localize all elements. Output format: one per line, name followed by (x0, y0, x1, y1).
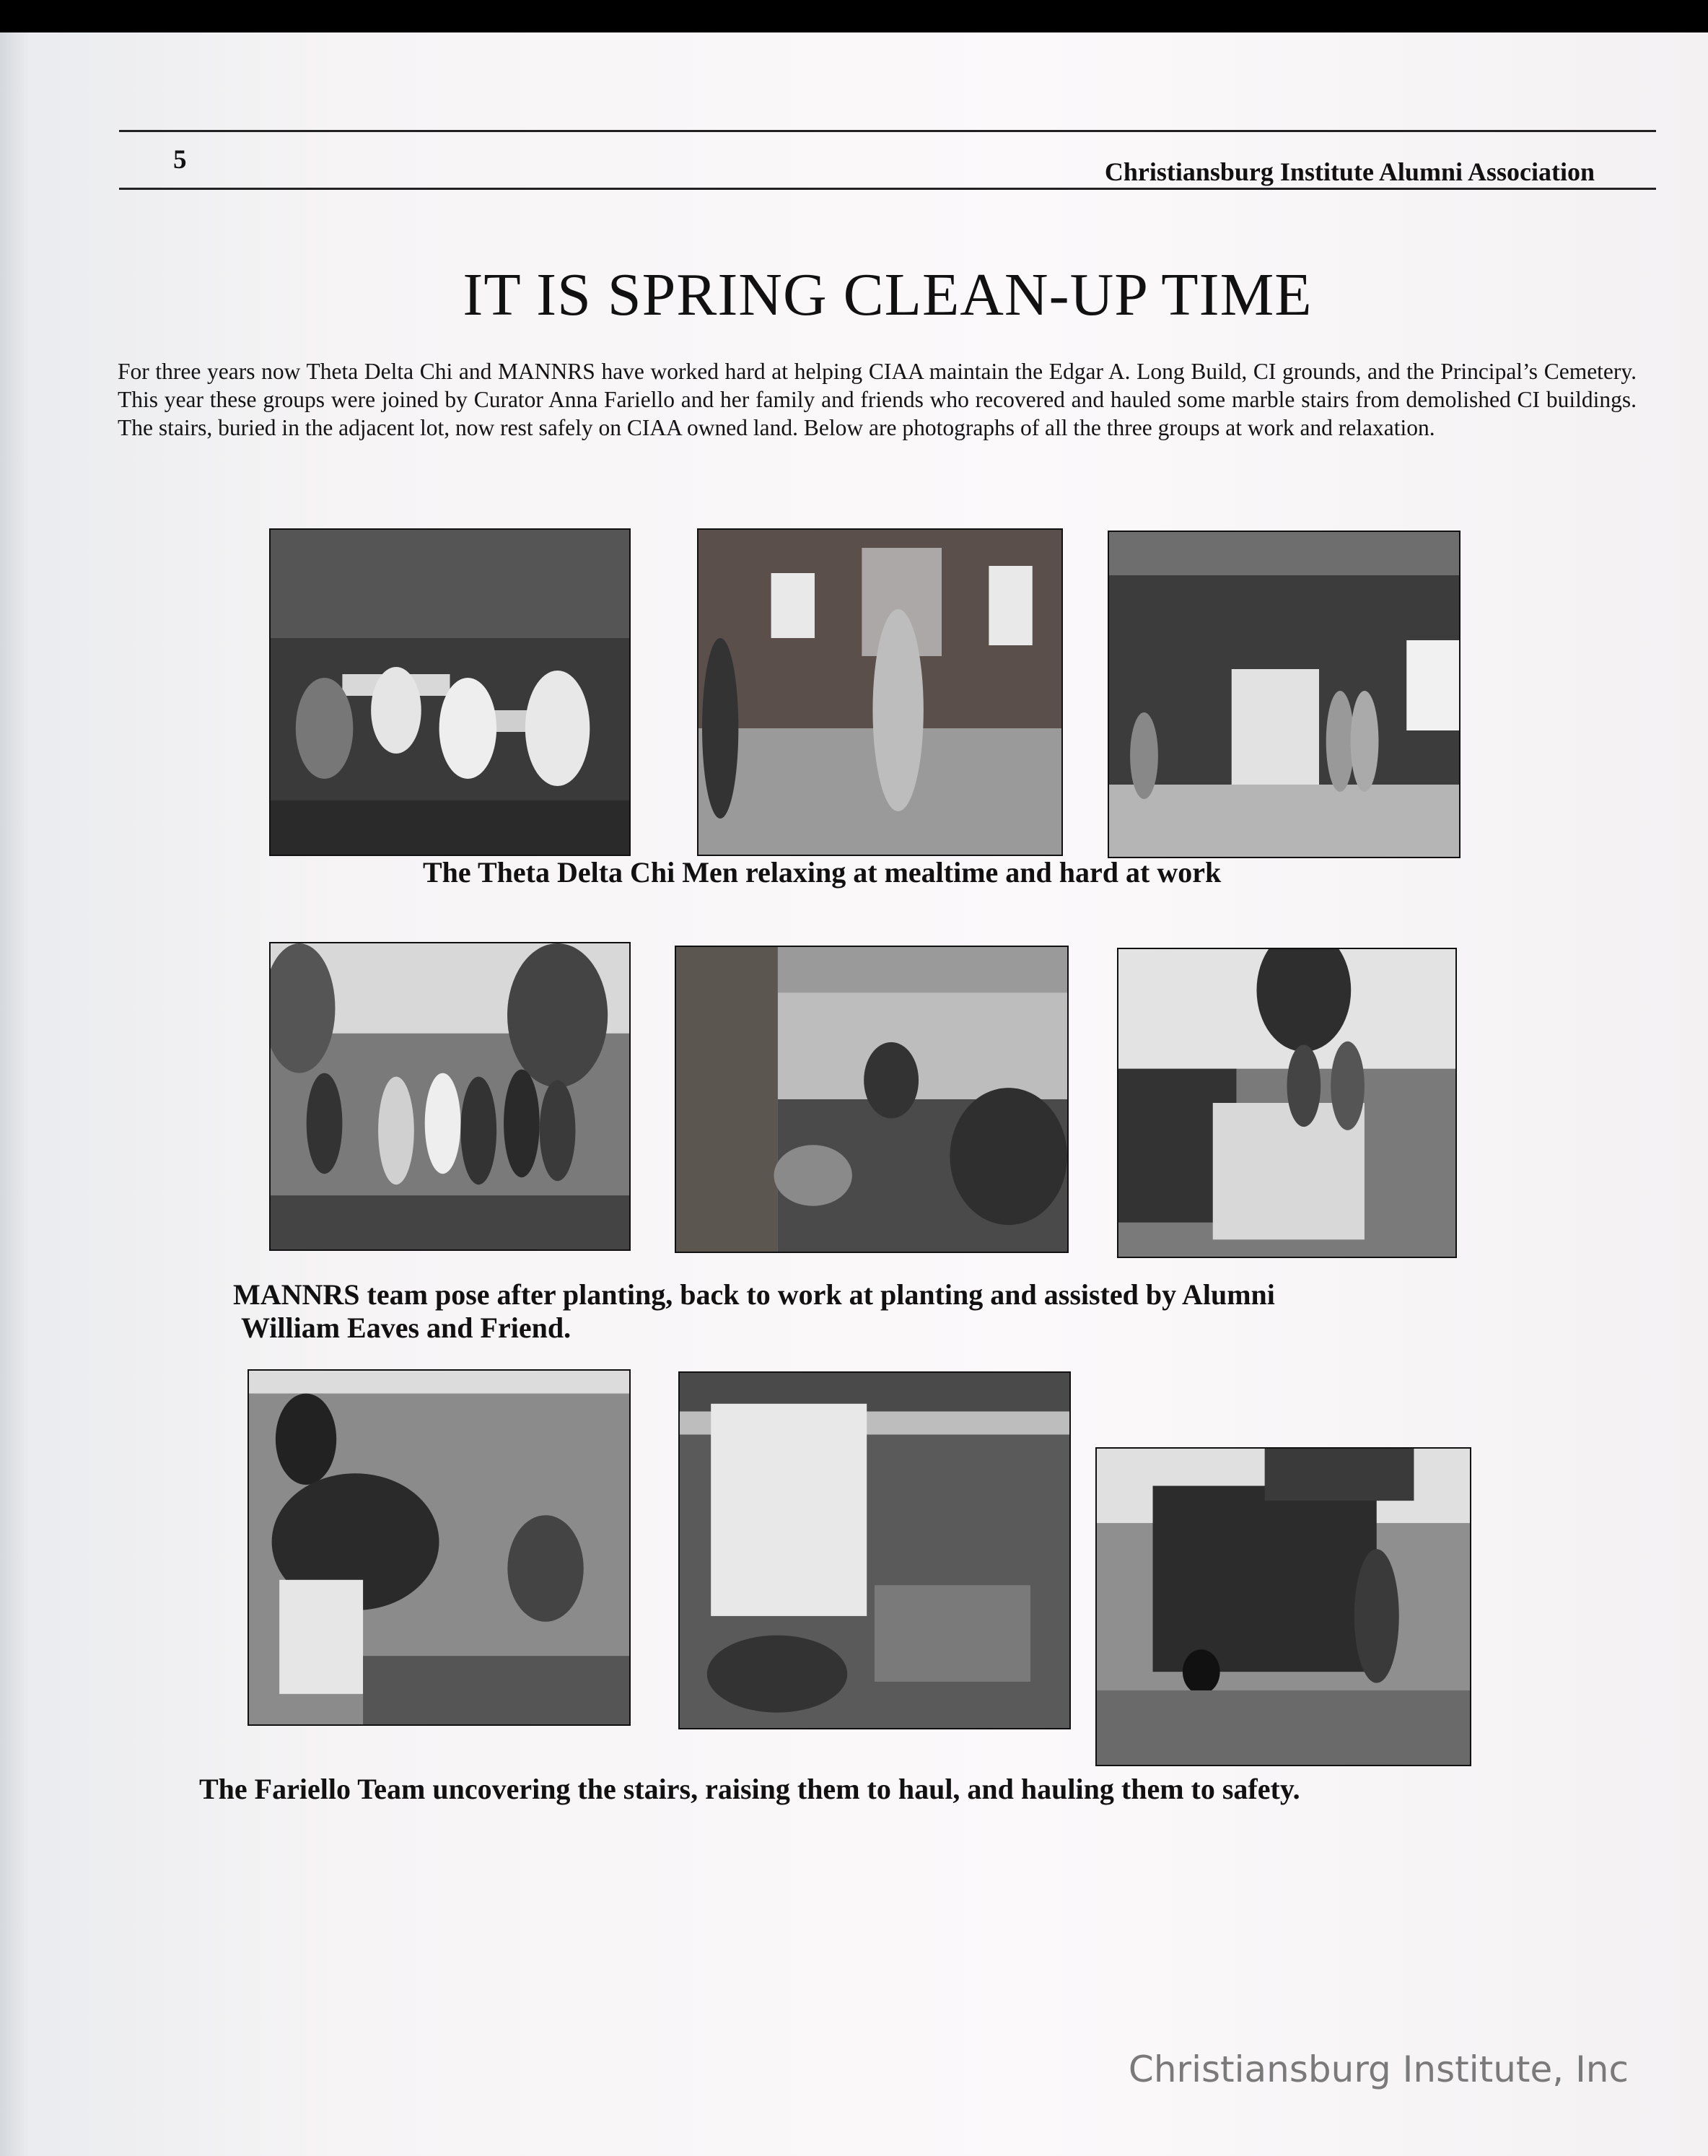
newsletter-page (0, 32, 1708, 2156)
article-intro: For three years now Theta Delta Chi and MANNRS have worked hard at helping CIAA maintain the Edgar A. Long Build, CI grounds, and the Principal’s Cemetery. This year these groups were joined by Curator Anna Fariello and her family and friends who recovered and hauled some marble stairs from demolished CI buildings. The stairs, buried in the adjacent lot, now rest safely on CIAA owned land. Below are photographs of all the three groups at work and relaxation. (118, 359, 1637, 440)
photo-hauling-suv (1095, 1447, 1471, 1766)
caption-mannrs-line2: William Eaves and Friend. (241, 1312, 571, 1344)
watermark: Christiansburg Institute, Inc (1128, 2048, 1629, 2090)
photo-mannrs-pose (269, 942, 631, 1251)
caption-theta-delta-chi: The Theta Delta Chi Men relaxing at mealtime and hard at work (423, 856, 1222, 889)
photo-mealtime (269, 528, 631, 856)
article-headline: IT IS SPRING CLEAN-UP TIME (463, 261, 1313, 328)
page-number: 5 (173, 145, 187, 175)
caption-mannrs-line1: MANNRS team pose after planting, back to work at planting and assisted by Alumni (233, 1278, 1275, 1311)
publication-title: Christiansburg Institute Alumni Association (1104, 157, 1595, 186)
caption-fariello-team: The Fariello Team uncovering the stairs, raising them to haul, and hauling them to safety. (199, 1773, 1300, 1805)
photo-doorway (1108, 531, 1460, 858)
scan-shade (0, 32, 29, 2156)
header-rule-top (119, 130, 1656, 132)
photo-raising-stairs (678, 1371, 1071, 1729)
photo-uncovering-stairs (248, 1369, 631, 1726)
header-rule-bottom (119, 188, 1656, 190)
photo-truck-unloading (1117, 948, 1457, 1258)
photo-planting (675, 946, 1069, 1253)
photo-sweeping (697, 528, 1063, 856)
